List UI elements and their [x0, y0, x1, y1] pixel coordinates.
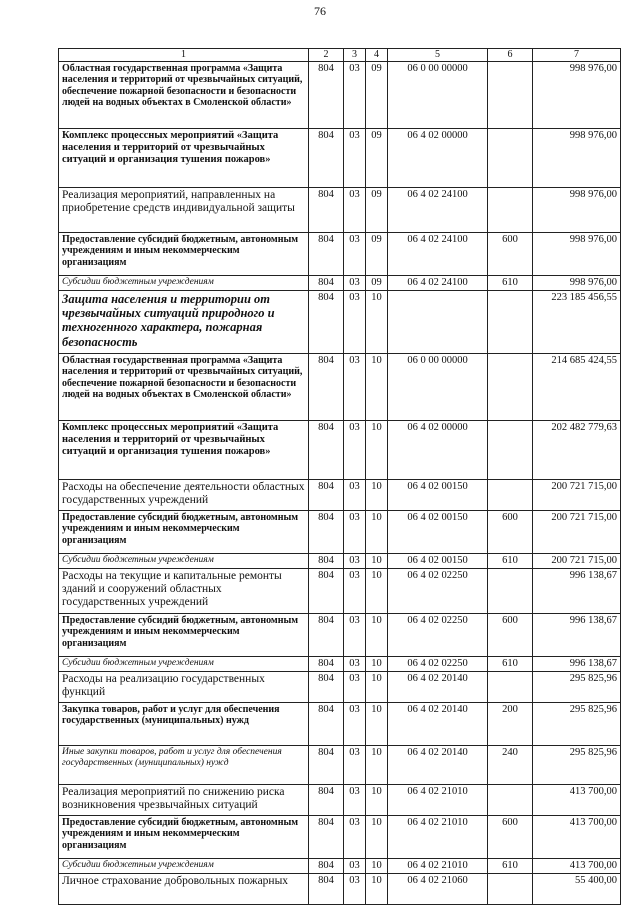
subsection-code: 10 — [366, 613, 388, 656]
amount: 996 138,67 — [533, 568, 621, 613]
table-row — [59, 873, 621, 904]
target-article-code: 06 4 02 02250 — [388, 568, 488, 613]
ministry-code: 804 — [309, 420, 344, 479]
subsection-code: 10 — [366, 479, 388, 510]
row-name: Областная государственная программа «Защита населения и территорий от чрезвычайных ситуаций, обеспечение пожарной безопасности и безопасности людей на водных объектах в Смоленской области» — [59, 61, 309, 128]
expense-type-code: 240 — [488, 745, 533, 784]
table-row — [59, 128, 621, 187]
target-article-code: 06 4 02 02250 — [388, 613, 488, 656]
expense-type-code: 610 — [488, 858, 533, 873]
target-article-code: 06 4 02 00150 — [388, 553, 488, 568]
subsection-code: 10 — [366, 420, 388, 479]
target-article-code: 06 4 02 20140 — [388, 671, 488, 702]
table-row — [59, 745, 621, 784]
table-row — [59, 232, 621, 275]
target-article-code: 06 4 02 21010 — [388, 784, 488, 815]
ministry-code: 804 — [309, 128, 344, 187]
row-name: Субсидии бюджетным учреждениям — [59, 656, 309, 671]
ministry-code: 804 — [309, 671, 344, 702]
subsection-code: 10 — [366, 553, 388, 568]
expense-type-code: 600 — [488, 232, 533, 275]
subsection-code: 09 — [366, 128, 388, 187]
amount: 998 976,00 — [533, 232, 621, 275]
header-cell: 5 — [388, 49, 488, 62]
header-cell: 3 — [344, 49, 366, 62]
ministry-code: 804 — [309, 656, 344, 671]
target-article-code: 06 4 02 00150 — [388, 479, 488, 510]
ministry-code: 804 — [309, 510, 344, 553]
section-code: 03 — [344, 656, 366, 671]
ministry-code: 804 — [309, 353, 344, 420]
section-code: 03 — [344, 671, 366, 702]
ministry-code: 804 — [309, 232, 344, 275]
expense-type-code — [488, 784, 533, 815]
subsection-code: 09 — [366, 275, 388, 290]
section-code: 03 — [344, 568, 366, 613]
subsection-code: 10 — [366, 702, 388, 745]
subsection-code: 10 — [366, 745, 388, 784]
table-row — [59, 671, 621, 702]
amount: 998 976,00 — [533, 61, 621, 128]
target-article-code: 06 4 02 20140 — [388, 702, 488, 745]
section-code: 03 — [344, 290, 366, 353]
ministry-code: 804 — [309, 61, 344, 128]
row-name: Расходы на обеспечение деятельности областных государственных учреждений — [59, 479, 309, 510]
subsection-code: 10 — [366, 784, 388, 815]
expense-type-code: 610 — [488, 275, 533, 290]
table-row — [59, 479, 621, 510]
subsection-code: 10 — [366, 656, 388, 671]
amount: 202 482 779,63 — [533, 420, 621, 479]
section-code: 03 — [344, 187, 366, 232]
row-name: Субсидии бюджетным учреждениям — [59, 858, 309, 873]
amount: 413 700,00 — [533, 858, 621, 873]
section-code: 03 — [344, 858, 366, 873]
ministry-code: 804 — [309, 568, 344, 613]
section-code: 03 — [344, 420, 366, 479]
section-code: 03 — [344, 873, 366, 904]
expense-type-code — [488, 187, 533, 232]
row-name: Личное страхование добровольных пожарных — [59, 873, 309, 904]
target-article-code: 06 4 02 02250 — [388, 656, 488, 671]
header-cell: 7 — [533, 49, 621, 62]
table-row — [59, 290, 621, 353]
section-code: 03 — [344, 613, 366, 656]
section-code: 03 — [344, 128, 366, 187]
ministry-code: 804 — [309, 479, 344, 510]
row-name: Субсидии бюджетным учреждениям — [59, 553, 309, 568]
row-name: Областная государственная программа «Защита населения и территорий от чрезвычайных ситуаций, обеспечение пожарной безопасности и безопасности людей на водных объектах в Смоленской области» — [59, 353, 309, 420]
expense-type-code — [488, 568, 533, 613]
expense-type-code — [488, 290, 533, 353]
section-code: 03 — [344, 510, 366, 553]
target-article-code: 06 4 02 24100 — [388, 187, 488, 232]
header-cell: 4 — [366, 49, 388, 62]
target-article-code: 06 4 02 24100 — [388, 275, 488, 290]
table-row — [59, 353, 621, 420]
expense-type-code — [488, 61, 533, 128]
amount: 295 825,96 — [533, 745, 621, 784]
table-row — [59, 656, 621, 671]
row-name: Иные закупки товаров, работ и услуг для обеспечения государственных (муниципальных) нужд — [59, 745, 309, 784]
section-code: 03 — [344, 702, 366, 745]
section-code: 03 — [344, 553, 366, 568]
subsection-code: 09 — [366, 232, 388, 275]
table-row — [59, 784, 621, 815]
ministry-code: 804 — [309, 815, 344, 858]
subsection-code: 10 — [366, 353, 388, 420]
table-row — [59, 553, 621, 568]
target-article-code: 06 0 00 00000 — [388, 353, 488, 420]
section-code: 03 — [344, 745, 366, 784]
expense-type-code — [488, 671, 533, 702]
subsection-code: 10 — [366, 290, 388, 353]
amount: 223 185 456,55 — [533, 290, 621, 353]
row-name: Реализация мероприятий по снижению риска возникновения чрезвычайных ситуаций — [59, 784, 309, 815]
section-code: 03 — [344, 353, 366, 420]
table-row — [59, 568, 621, 613]
subsection-code: 10 — [366, 815, 388, 858]
row-name: Предоставление субсидий бюджетным, автономным учреждениям и иным некоммерческим организациям — [59, 613, 309, 656]
amount: 55 400,00 — [533, 873, 621, 904]
section-code: 03 — [344, 232, 366, 275]
target-article-code: 06 4 02 21060 — [388, 873, 488, 904]
budget-table — [58, 48, 621, 905]
ministry-code: 804 — [309, 290, 344, 353]
table-row — [59, 61, 621, 128]
expense-type-code — [488, 420, 533, 479]
subsection-code: 09 — [366, 187, 388, 232]
row-name: Защита населения и территории от чрезвычайных ситуаций природного и техногенного характера, пожарная безопасность — [59, 290, 309, 353]
table-row — [59, 613, 621, 656]
amount: 200 721 715,00 — [533, 479, 621, 510]
subsection-code: 10 — [366, 858, 388, 873]
target-article-code: 06 4 02 21010 — [388, 815, 488, 858]
section-code: 03 — [344, 815, 366, 858]
expense-type-code: 200 — [488, 702, 533, 745]
expense-type-code: 610 — [488, 656, 533, 671]
ministry-code: 804 — [309, 702, 344, 745]
ministry-code: 804 — [309, 873, 344, 904]
ministry-code: 804 — [309, 858, 344, 873]
section-code: 03 — [344, 479, 366, 510]
row-name: Расходы на текущие и капитальные ремонты зданий и сооружений областных государственных учреждений — [59, 568, 309, 613]
subsection-code: 10 — [366, 568, 388, 613]
expense-type-code — [488, 128, 533, 187]
amount: 998 976,00 — [533, 128, 621, 187]
section-code: 03 — [344, 275, 366, 290]
header-cell: 2 — [309, 49, 344, 62]
amount: 998 976,00 — [533, 275, 621, 290]
row-name: Предоставление субсидий бюджетным, автономным учреждениям и иным некоммерческим организациям — [59, 232, 309, 275]
table-row — [59, 187, 621, 232]
expense-type-code: 610 — [488, 553, 533, 568]
amount: 295 825,96 — [533, 671, 621, 702]
target-article-code: 06 0 00 00000 — [388, 61, 488, 128]
table-row — [59, 420, 621, 479]
amount: 200 721 715,00 — [533, 510, 621, 553]
amount: 200 721 715,00 — [533, 553, 621, 568]
ministry-code: 804 — [309, 745, 344, 784]
row-name: Закупка товаров, работ и услуг для обеспечения государственных (муниципальных) нужд — [59, 702, 309, 745]
row-name: Предоставление субсидий бюджетным, автономным учреждениям и иным некоммерческим организациям — [59, 815, 309, 858]
amount: 996 138,67 — [533, 613, 621, 656]
amount: 413 700,00 — [533, 815, 621, 858]
section-code: 03 — [344, 61, 366, 128]
target-article-code: 06 4 02 00150 — [388, 510, 488, 553]
expense-type-code — [488, 479, 533, 510]
target-article-code: 06 4 02 20140 — [388, 745, 488, 784]
row-name: Реализация мероприятий, направленных на приобретение средств индивидуальной защиты — [59, 187, 309, 232]
subsection-code: 10 — [366, 873, 388, 904]
table-row — [59, 275, 621, 290]
table-row — [59, 815, 621, 858]
row-name: Комплекс процессных мероприятий «Защита населения и территорий от чрезвычайных ситуаций и организация тушения пожаров» — [59, 128, 309, 187]
subsection-code: 09 — [366, 61, 388, 128]
amount: 996 138,67 — [533, 656, 621, 671]
page-number: 76 — [314, 4, 326, 18]
subsection-code: 10 — [366, 510, 388, 553]
amount: 413 700,00 — [533, 784, 621, 815]
expense-type-code: 600 — [488, 510, 533, 553]
amount: 998 976,00 — [533, 187, 621, 232]
row-name: Субсидии бюджетным учреждениям — [59, 275, 309, 290]
expense-type-code — [488, 353, 533, 420]
ministry-code: 804 — [309, 187, 344, 232]
header-cell: 6 — [488, 49, 533, 62]
table-header — [59, 49, 621, 62]
section-code: 03 — [344, 784, 366, 815]
expense-type-code: 600 — [488, 815, 533, 858]
header-cell: 1 — [59, 49, 309, 62]
amount: 295 825,96 — [533, 702, 621, 745]
expense-type-code: 600 — [488, 613, 533, 656]
ministry-code: 804 — [309, 275, 344, 290]
table-row — [59, 702, 621, 745]
target-article-code: 06 4 02 21010 — [388, 858, 488, 873]
row-name: Комплекс процессных мероприятий «Защита населения и территорий от чрезвычайных ситуаций и организация тушения пожаров» — [59, 420, 309, 479]
target-article-code: 06 4 02 24100 — [388, 232, 488, 275]
row-name: Предоставление субсидий бюджетным, автономным учреждениям и иным некоммерческим организациям — [59, 510, 309, 553]
target-article-code: 06 4 02 00000 — [388, 420, 488, 479]
subsection-code: 10 — [366, 671, 388, 702]
amount: 214 685 424,55 — [533, 353, 621, 420]
table-row — [59, 510, 621, 553]
target-article-code: 06 4 02 00000 — [388, 128, 488, 187]
target-article-code — [388, 290, 488, 353]
table-row — [59, 858, 621, 873]
ministry-code: 804 — [309, 553, 344, 568]
row-name: Расходы на реализацию государственных функций — [59, 671, 309, 702]
ministry-code: 804 — [309, 613, 344, 656]
expense-type-code — [488, 873, 533, 904]
ministry-code: 804 — [309, 784, 344, 815]
